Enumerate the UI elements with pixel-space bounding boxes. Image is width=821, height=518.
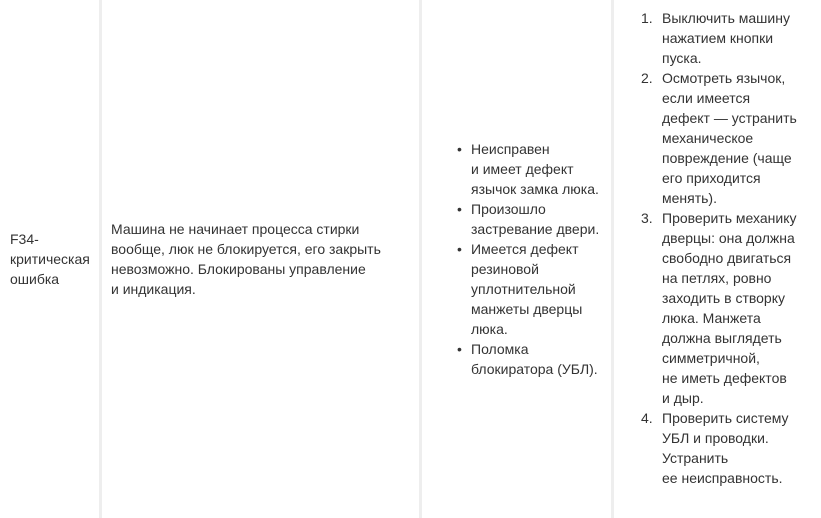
step-text: Проверить систему УБЛ и проводки. Устранить ее неисправность.	[662, 410, 789, 486]
cause-text: Неисправен и имеет дефект язычок замка люка.	[471, 141, 599, 197]
step-number: 2.	[641, 70, 653, 86]
list-item	[457, 239, 611, 339]
error-code-cell	[0, 0, 99, 518]
step-number: 3.	[641, 210, 653, 226]
list-item	[457, 139, 611, 199]
bullet-icon: •	[457, 201, 462, 217]
steps-list	[617, 8, 821, 488]
step-number: 4.	[641, 410, 653, 426]
bullet-icon: •	[457, 341, 462, 357]
causes-list	[429, 139, 611, 379]
list-item	[457, 339, 611, 379]
bullet-icon: •	[457, 241, 462, 257]
causes-cell	[422, 0, 611, 518]
list-item	[641, 408, 821, 488]
step-number: 1.	[641, 10, 653, 26]
cause-text: Имеется дефект резиновой уплотнительной манжеты дверцы люка.	[471, 241, 583, 337]
description-cell	[102, 0, 419, 518]
list-item	[641, 68, 821, 208]
list-item	[457, 199, 611, 239]
step-text: Проверить механику дверцы: она должна свободно двигаться на петлях, ровно заходить в створку люка. Манжета должна выглядеть симметричной, не иметь дефектов и дыр.	[662, 210, 797, 406]
cause-text: Поломка блокиратора (УБЛ).	[471, 341, 598, 377]
list-item	[641, 8, 821, 68]
step-text: Выключить машину нажатием кнопки пуска.	[662, 10, 790, 66]
steps-cell	[614, 0, 821, 518]
list-item	[641, 208, 821, 408]
error-description: Машина не начинает процесса стирки вообще, люк не блокируется, его закрыть невозможно. Блокированы управление и индикация.	[111, 221, 381, 297]
error-code: F34- критическая ошибка	[10, 231, 90, 287]
cause-text: Произошло застревание двери.	[471, 201, 600, 237]
bullet-icon: •	[457, 141, 462, 157]
step-text: Осмотреть язычок, если имеется дефект — устранить механическое повреждение (чаще его приходится менять).	[662, 70, 797, 206]
